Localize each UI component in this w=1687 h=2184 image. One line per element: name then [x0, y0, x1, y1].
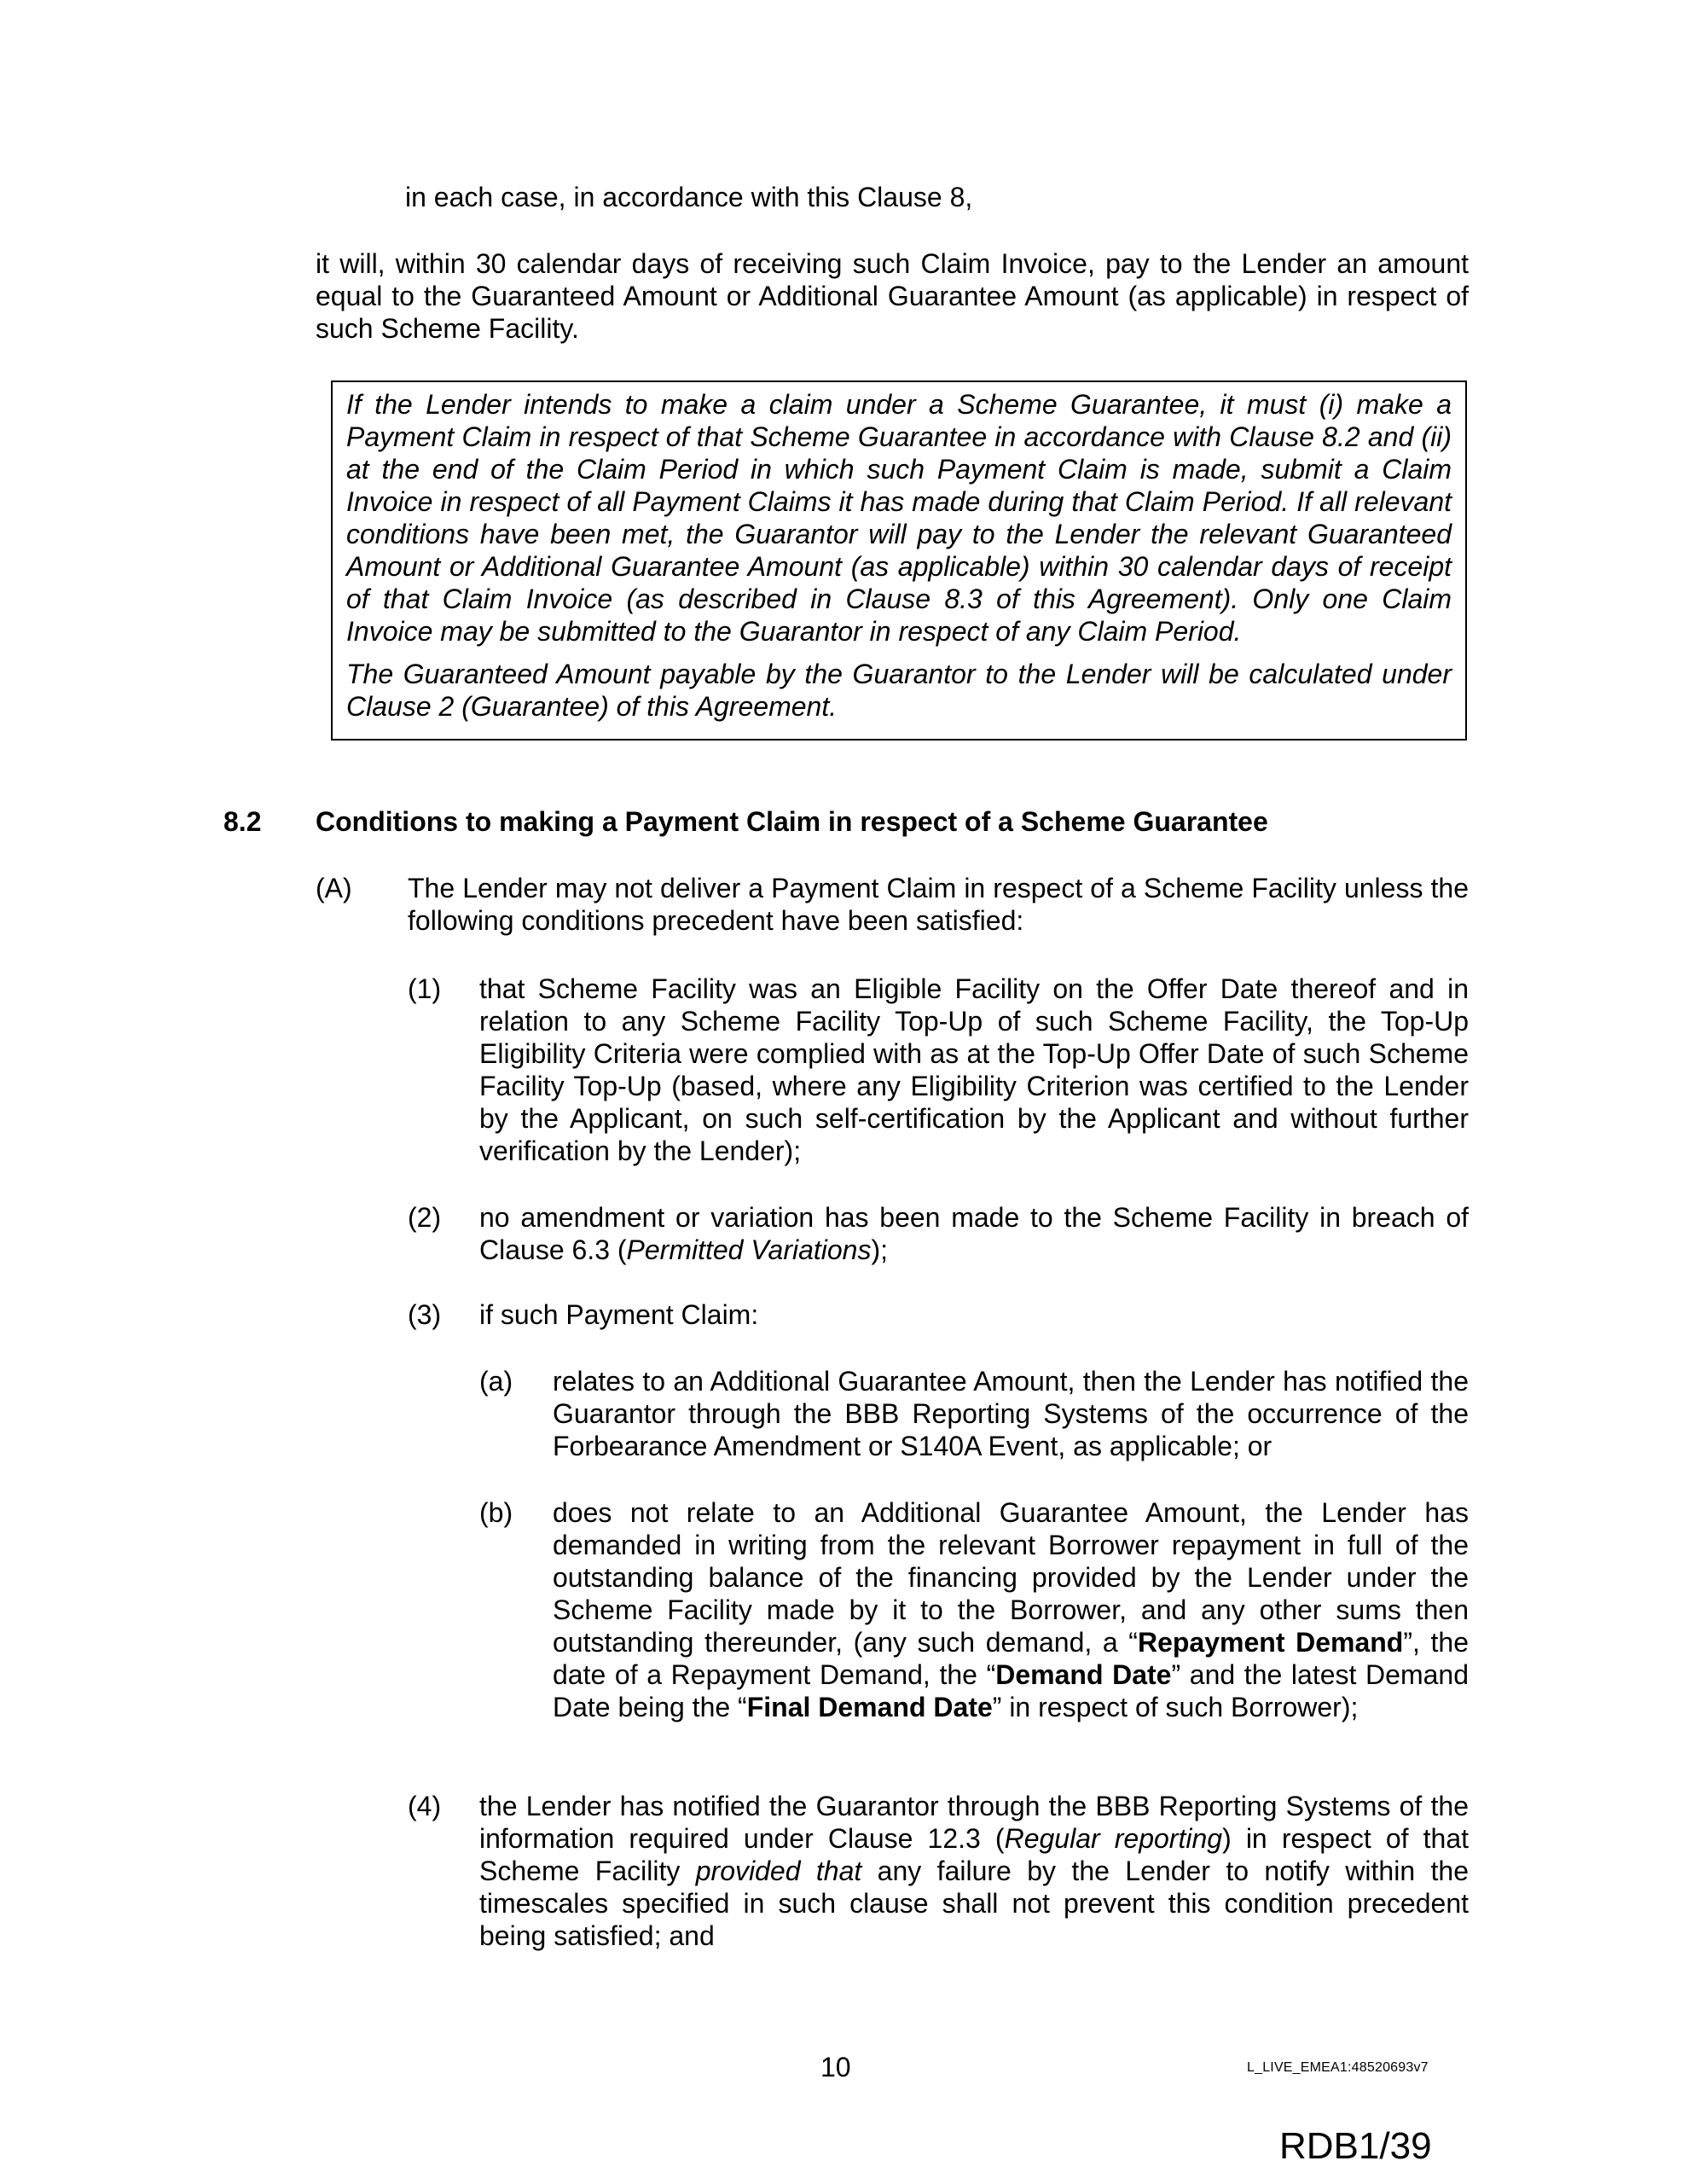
item-a-upper-text: The Lender may not deliver a Payment Claim in respect of a Scheme Facility unless the following conditions precedent have been satisfied:: [408, 873, 1469, 936]
note-paragraph-2: The Guaranteed Amount payable by the Guarantor to the Lender will be calculated under Clause 2 (Guarantee) of this Agreement.: [346, 659, 1452, 722]
intro-line: in each case, in accordance with this Clause 8,: [405, 182, 973, 212]
item-3-text: if such Payment Claim:: [479, 1299, 759, 1330]
section-number: 8.2: [223, 806, 262, 837]
item-b-text: does not relate to an Additional Guarantee Amount, the Lender has demanded in writing from the relevant Borrower repayment in full of the outstanding balance of the financing provided by the Lender under the Scheme Facility made by it to the Borrower, and any other sums then outstanding thereunder, (any such demand, a “Repayment Demand”, the date of a Repayment Demand, the “Demand Date” and the latest Demand Date being the “Final Demand Date” in respect of such Borrower);: [553, 1497, 1470, 1722]
item-3-label: (3): [408, 1299, 442, 1330]
explanatory-note-box: [331, 380, 1467, 741]
item-b-label: (b): [479, 1497, 513, 1528]
item-2-text: no amendment or variation has been made to the Scheme Facility in breach of Clause 6.3 (Permitted Variations);: [479, 1202, 1469, 1265]
item-1-text: that Scheme Facility was an Eligible Facility on the Offer Date thereof and in relation to any Scheme Facility Top-Up of such Scheme Facility, the Top-Up Eligibility Criteria were complied with as at the Top-Up Offer Date of such Scheme Facility Top-Up (based, where any Eligibility Criterion was certified to the Lender by the Applicant, on such self-certification by the Applicant and without further verification by the Lender);: [479, 973, 1469, 1166]
bundle-stamp: RDB1/39: [1279, 2125, 1432, 2167]
section-title: Conditions to making a Payment Claim in respect of a Scheme Guarantee: [316, 806, 1268, 837]
item-4-text: the Lender has notified the Guarantor through the BBB Reporting Systems of the information required under Clause 12.3 (Regular reporting) in respect of that Scheme Facility provided that any failure by the Lender to notify within the timescales specified in such clause shall not prevent this condition precedent being satisfied; and: [479, 1791, 1470, 1951]
note-paragraph-1: If the Lender intends to make a claim under a Scheme Guarantee, it must (i) make a Payment Claim in respect of that Scheme Guarantee in accordance with Clause 8.2 and (ii) at the end of the Claim Period in which such Payment Claim is made, submit a Claim Invoice in respect of all Payment Claims it has made during that Claim Period. If all relevant conditions have been met, the Guarantor will pay to the Lender the relevant Guaranteed Amount or Additional Guarantee Amount (as applicable) within 30 calendar days of receipt of that Claim Invoice (as described in Clause 8.3 of this Agreement). Only one Claim Invoice may be submitted to the Guarantor in respect of any Claim Period.: [346, 389, 1452, 647]
item-a-upper-label: (A): [316, 873, 352, 903]
document-reference: L_LIVE_EMEA1:48520693v7: [1247, 2060, 1429, 2075]
item-2-label: (2): [408, 1202, 442, 1233]
item-a-label: (a): [479, 1366, 513, 1397]
item-4-label: (4): [408, 1791, 442, 1821]
item-1-label: (1): [408, 973, 442, 1004]
item-a-text: relates to an Additional Guarantee Amount, then the Lender has notified the Guarantor through the BBB Reporting Systems of the occurrence of the Forbearance Amendment or S140A Event, as applicable; or: [553, 1366, 1469, 1461]
payment-paragraph: it will, within 30 calendar days of receiving such Claim Invoice, pay to the Lender an amount equal to the Guaranteed Amount or Additional Guarantee Amount (as applicable) in respect of such Scheme Facility.: [316, 248, 1469, 344]
page-number: 10: [820, 2052, 851, 2082]
